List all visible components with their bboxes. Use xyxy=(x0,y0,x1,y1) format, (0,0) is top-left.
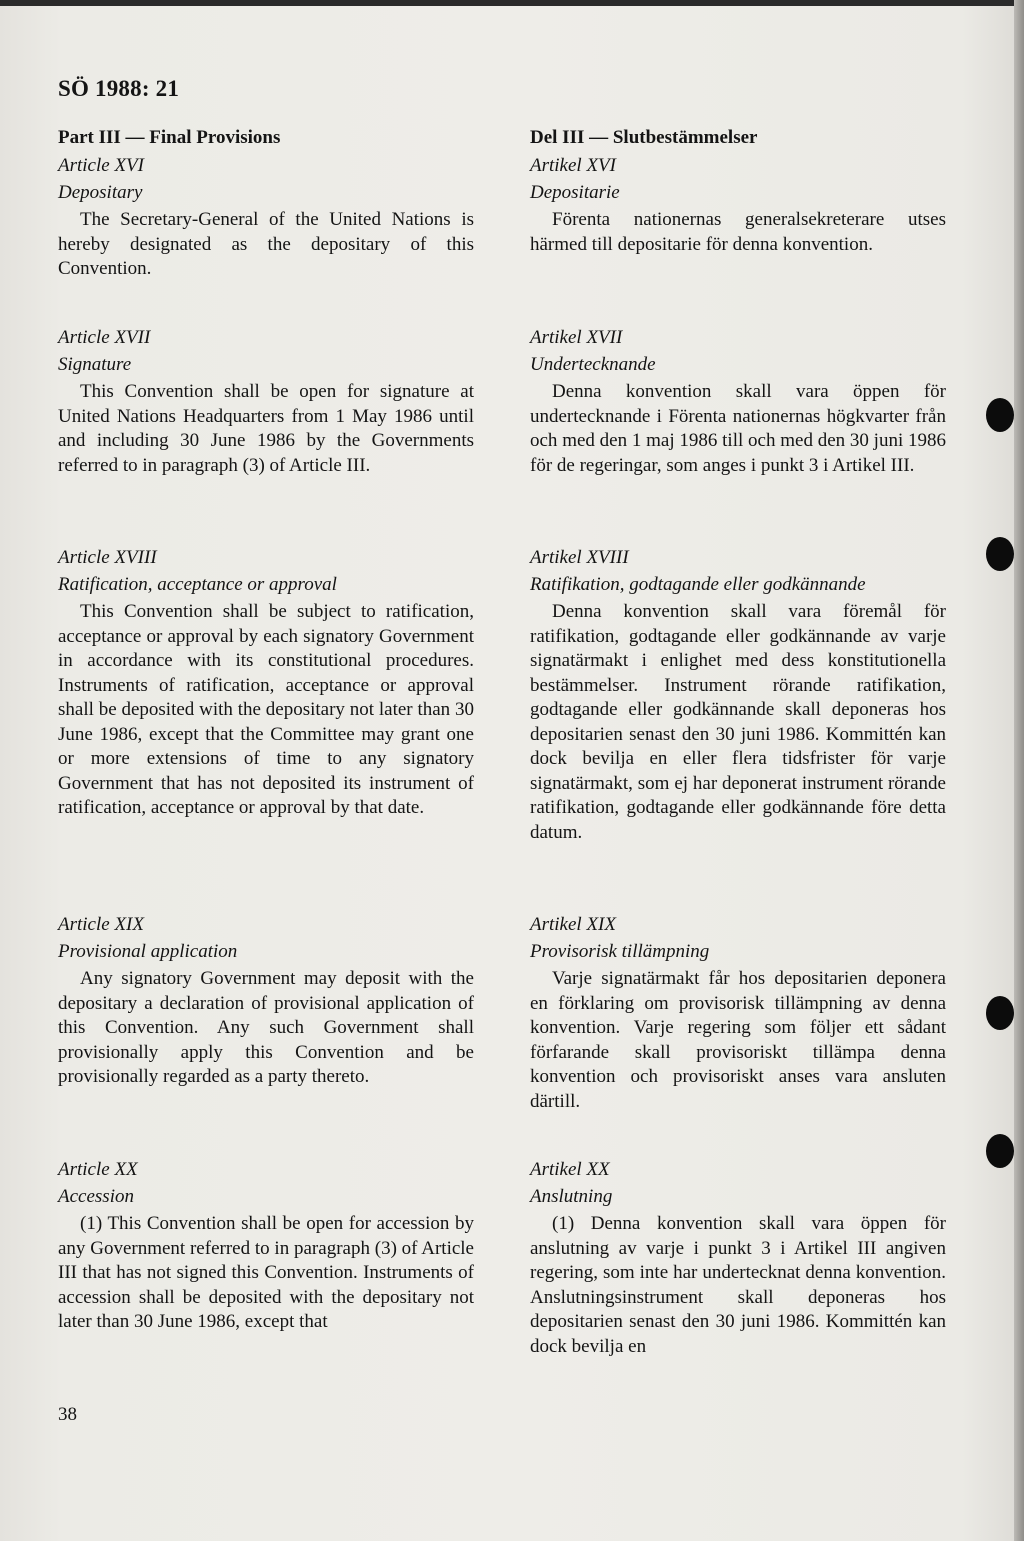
article-section xyxy=(530,152,946,257)
article-number: Artikel XVII xyxy=(530,327,623,348)
article-section xyxy=(58,911,474,1090)
article-title: Provisorisk tillämpning xyxy=(530,941,710,962)
punch-hole-mark xyxy=(986,1134,1014,1168)
document-reference: SÖ 1988: 21 xyxy=(58,76,180,101)
punch-hole-mark xyxy=(986,537,1014,571)
article-paragraph: This Convention shall be open for signature at United Nations Headquarters from 1 May 1986 until and including 30 June 1986 by the Governments referred to in paragraph (3) of Article III. xyxy=(58,381,474,476)
page-edge-shadow xyxy=(1014,0,1024,1541)
article-number: Article XVI xyxy=(58,155,144,176)
article-number: Article XX xyxy=(58,1159,138,1180)
article-section xyxy=(58,324,474,478)
article-section xyxy=(530,911,946,1114)
article-title: Depositary xyxy=(58,182,143,203)
article-section xyxy=(58,544,474,821)
article-paragraph: Denna konvention skall vara öppen för undertecknande i Förenta nationernas högkvarter från och med den 1 maj 1986 till och med den 30 juni 1986 för de regeringar, som anges i punkt 3 i Artikel III. xyxy=(530,381,946,476)
article-section xyxy=(530,544,946,845)
article-number: Article XVII xyxy=(58,327,151,348)
article-title: Ratifikation, godtagande eller godkännande xyxy=(530,574,866,595)
article-paragraph: This Convention shall be subject to ratification, acceptance or approval by each signatory Government in accordance with its constitutional procedures. Instruments of ratification, acceptance or approval shall be deposited with the depositary not later than 30 June 1986, except that the Committee may grant one or more extensions of time to any signatory Government that has not deposited its instrument of ratification, acceptance or approval by that date. xyxy=(58,601,474,818)
article-title: Depositarie xyxy=(530,182,620,203)
article-number: Article XVIII xyxy=(58,547,157,568)
article-title: Anslutning xyxy=(530,1186,613,1207)
article-number: Artikel XX xyxy=(530,1159,610,1180)
article-title: Undertecknande xyxy=(530,354,656,375)
article-number: Article XIX xyxy=(58,914,144,935)
page-number: 38 xyxy=(58,1404,77,1425)
article-number: Artikel XIX xyxy=(530,914,616,935)
article-paragraph: Any signatory Government may deposit with the depositary a declaration of provisional application of this Convention. Any such Government shall provisionally apply this Convention and be provisionally regarded as a party thereto. xyxy=(58,968,474,1087)
punch-hole-mark xyxy=(986,996,1014,1030)
article-number: Artikel XVI xyxy=(530,155,616,176)
punch-hole-mark xyxy=(986,398,1014,432)
part-title: Del III — Slutbestämmelser xyxy=(530,127,758,148)
article-paragraph: Varje signatärmakt får hos depositarien deponera en förklaring om provisorisk tillämpning av denna konvention. Varje regering som följer ett sådant förfarande skall provisoriskt tillämpa denna konvention och provisoriskt anses vara ansluten därtill. xyxy=(530,968,946,1112)
article-title: Ratification, acceptance or approval xyxy=(58,574,337,595)
english-column xyxy=(58,124,474,1332)
article-section xyxy=(58,1156,474,1335)
article-paragraph: Denna konvention skall vara föremål för ratifikation, godtagande eller godkännande av varje signatärmakt i enlighet med dess konstitutionella bestämmelser. Instrument rörande ratifikation, godtagande eller godkännande skall deponeras hos depositarien senast den 30 juni 1986. Kommittén kan dock bevilja en eller flera tidsfrister för varje signatärmakt, som ej har deponerat instrument rörande ratifikation, godtagande eller godkännande före detta datum. xyxy=(530,601,946,843)
swedish-column xyxy=(530,124,946,1357)
article-paragraph: (1) This Convention shall be open for accession by any Government referred to in paragraph (3) of Article III that has not signed this Convention. Instruments of accession shall be deposited with the depositary not later than 30 June 1986, except that xyxy=(58,1213,474,1332)
article-title: Signature xyxy=(58,354,132,375)
article-title: Provisional application xyxy=(58,941,238,962)
article-section xyxy=(58,152,474,282)
article-paragraph: (1) Denna konvention skall vara öppen för anslutning av varje i punkt 3 i Artikel III angiven regering, som inte har undertecknat denna konvention. Anslutningsinstrument skall deponeras hos depositarien senast den 30 juni 1986. Kommittén kan dock bevilja en xyxy=(530,1213,946,1357)
article-section xyxy=(530,1156,946,1359)
article-title: Accession xyxy=(58,1186,134,1207)
article-number: Artikel XVIII xyxy=(530,547,629,568)
part-title: Part III — Final Provisions xyxy=(58,127,281,148)
article-section xyxy=(530,324,946,478)
top-border xyxy=(0,0,1024,6)
article-paragraph: Förenta nationernas generalsekreterare utses härmed till depositarie för denna konvention. xyxy=(530,209,946,255)
article-paragraph: The Secretary-General of the United Nations is hereby designated as the depositary of this Convention. xyxy=(58,209,474,279)
